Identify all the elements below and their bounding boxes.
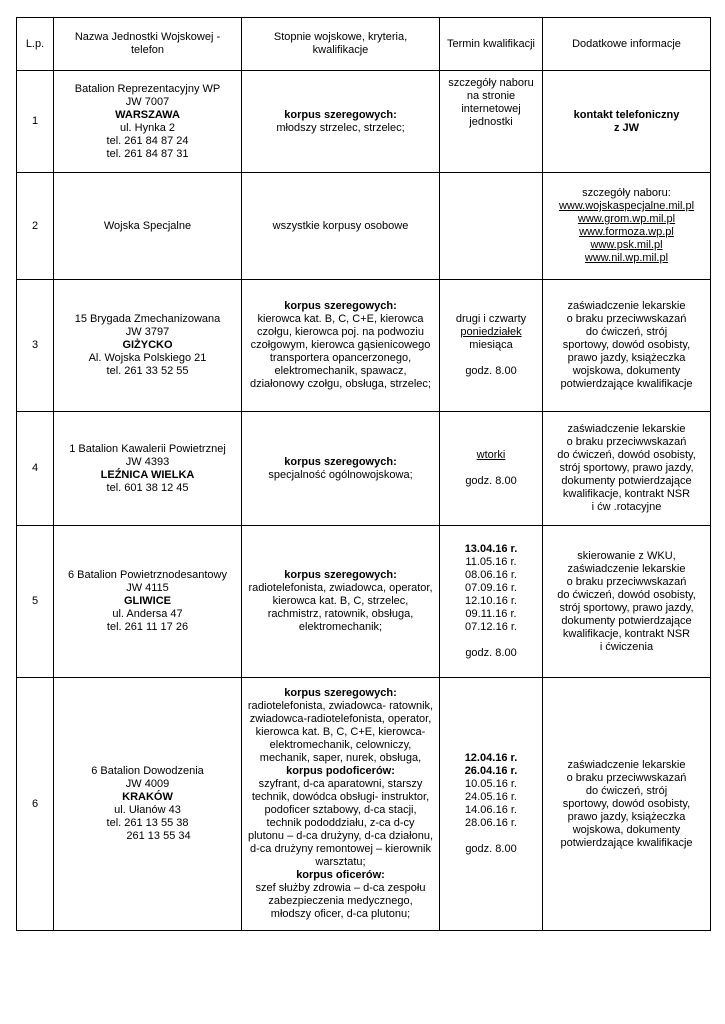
header-unit-line: telefon (130, 44, 165, 56)
header-unit-line: Nazwa Jednostki Wojskowej - (74, 31, 221, 43)
unit-cell (54, 678, 242, 931)
header-degrees-line: Stopnie wojskowe, kryteria, (273, 31, 408, 43)
degrees-text: młodszy strzelec, strzelec; (276, 121, 405, 134)
corps-label: korpus oficerów: (296, 869, 385, 881)
website-link[interactable]: www.wojskaspecjalne.mil.pl (558, 200, 695, 212)
unit-address: Al. Wojska Polskiego 21 (88, 352, 207, 364)
info-cell (543, 678, 711, 931)
term-cell (440, 412, 543, 526)
degrees-line: kierowca kat. B, C, C+E, kierowca (257, 313, 424, 325)
degrees-line: podoficer sztabowy, d-ca stacji, (264, 804, 417, 816)
header-term: Termin kwalifikacji (440, 18, 543, 71)
degrees-cell (242, 526, 440, 678)
info-line: zaświadczenie lekarskie (567, 300, 686, 312)
term-line: jednostki (469, 116, 513, 128)
term-cell (440, 526, 543, 678)
corps-label: korpus szeregowych: (284, 108, 397, 121)
unit-name: 1 Batalion Kawalerii Powietrznej (69, 442, 226, 455)
info-line: do ćwiczeń, strój (585, 326, 668, 338)
unit-phone: tel. 261 33 52 55 (106, 365, 189, 377)
info-line: wojskowa, dokumenty (572, 365, 681, 377)
info-line: dokumenty potwierdzające (561, 614, 692, 627)
table-row (17, 71, 711, 173)
table-row (17, 526, 711, 678)
degrees-cell (242, 71, 440, 173)
row-number: 6 (17, 678, 54, 931)
info-line: zaświadczenie lekarskie (567, 758, 686, 771)
term-cell (440, 173, 543, 280)
degrees-line: kierowca kat. B, C, C+E, kierowca- (255, 726, 426, 738)
unit-cell (54, 71, 242, 173)
row-number: 4 (17, 412, 54, 526)
website-link[interactable]: www.formoza.wp.pl (579, 226, 674, 238)
info-line: skierowanie z WKU, (577, 549, 676, 562)
corps-label: korpus szeregowych: (284, 687, 397, 699)
info-line: do ćwiczeń, strój (585, 784, 668, 797)
degrees-line: zabezpieczenia medycznego, (268, 895, 413, 907)
term-date: 12.10.16 r. (465, 595, 517, 607)
term-date-bold: 13.04.16 r. (464, 543, 518, 555)
row-number: 1 (17, 71, 54, 173)
degrees-line: radiotelefonista, zwiadowca, operator, (248, 582, 433, 594)
term-date: 14.06.16 r. (465, 804, 517, 816)
degrees-line: rachmistrz, ratownik, obsługa, (267, 608, 414, 620)
info-line: o braku przeciwwskazań (566, 575, 687, 588)
unit-phone: tel. 601 38 12 45 (106, 481, 189, 494)
info-line: sportowy, dowód osobisty, (562, 339, 691, 351)
corps-label: korpus szeregowych: (284, 300, 397, 312)
info-cell (543, 280, 711, 412)
info-line: kwalifikacje, kontrakt NSR (562, 488, 691, 500)
degrees-line: młodszy oficer, d-ca plutonu; (270, 908, 411, 920)
degrees-line: działonowy czołgu, obsługa, strzelec; (250, 378, 431, 390)
degrees-line: warsztatu; (315, 856, 366, 868)
info-line: z JW (613, 121, 640, 134)
degrees-line: d-ca drużyny remontowej – kierownik (250, 843, 431, 855)
term-date-bold: 12.04.16 r. (464, 752, 518, 764)
unit-name: 6 Batalion Powietrznodesantowy (68, 569, 227, 581)
info-line: potwierdzające kwalifikacje (560, 378, 693, 390)
website-link[interactable]: www.nil.wp.mil.pl (584, 252, 669, 264)
header-degrees (242, 18, 440, 71)
header-row (17, 18, 711, 71)
info-line: o braku przeciwwskazań (566, 313, 687, 325)
info-line: o braku przeciwwskazań (566, 436, 687, 448)
term-date: 11.05.16 r. (465, 556, 517, 568)
corps-label: wszystkie korpusy osobowe (272, 219, 409, 232)
degrees-line: technik pododdziału, z-ca d-cy (266, 817, 415, 829)
degrees-line: czołgu, kierowca poj. na podwoziu (257, 326, 424, 338)
unit-address: ul. Hynka 2 (119, 121, 176, 134)
info-line: i ćw .rotacyjne (591, 501, 662, 513)
unit-city: KRAKÓW (122, 791, 173, 803)
term-line: drugi i czwarty (455, 313, 527, 325)
degrees-cell (242, 173, 440, 280)
term-cell (440, 280, 543, 412)
row-number: 2 (17, 173, 54, 280)
unit-city: WARSZAWA (115, 108, 180, 121)
info-line: zaświadczenie lekarskie (567, 423, 686, 435)
info-line: kontakt telefoniczny (573, 108, 680, 121)
info-line: potwierdzające kwalifikacje (560, 836, 693, 849)
info-line: prawo jazdy, książeczka (567, 810, 686, 823)
corps-label: korpus podoficerów: (286, 765, 395, 777)
website-link[interactable]: www.psk.mil.pl (590, 239, 663, 251)
degrees-line: elektromechanik; (298, 621, 383, 633)
unit-phone: 261 13 55 34 (126, 830, 191, 842)
unit-jw: JW 4393 (125, 455, 170, 468)
info-cell (543, 412, 711, 526)
unit-jw: JW 4009 (125, 778, 170, 790)
info-line: zaświadczenie lekarskie (567, 562, 686, 575)
term-time: godz. 8.00 (465, 647, 517, 659)
degrees-line: radiotelefonista, zwiadowca- ratownik, (247, 700, 434, 712)
term-line: miesiąca (469, 339, 513, 351)
info-line: o braku przeciwwskazań (566, 771, 687, 784)
unit-city: GIŻYCKO (122, 339, 173, 351)
header-info: Dodatkowe informacje (543, 18, 711, 71)
degrees-line: zwiadowca-radiotelefonista, operator, (249, 713, 432, 725)
term-day: wtorki (476, 449, 506, 461)
term-date: 07.09.16 r. (465, 582, 517, 594)
term-line: szczegóły naboru (448, 77, 534, 89)
table-row (17, 173, 711, 280)
term-line: internetowej (461, 103, 521, 115)
unit-cell (54, 526, 242, 678)
degrees-line: plutonu – d-ca drużyny, d-ca działonu, (247, 830, 434, 842)
corps-label: korpus szeregowych: (284, 569, 397, 581)
info-line: wojskowa, dokumenty (572, 823, 681, 836)
term-cell (440, 71, 543, 173)
info-line: prawo jazdy, książeczka (567, 352, 686, 364)
degrees-line: technik, dowódca obsługi- instruktor, (251, 791, 430, 803)
unit-address: ul. Ułanów 43 (114, 804, 181, 816)
unit-name: Wojska Specjalne (103, 219, 192, 232)
term-date: 09.11.16 r. (465, 608, 517, 620)
term-date: 24.05.16 r. (465, 791, 517, 803)
info-line: kwalifikacje, kontrakt NSR (562, 627, 691, 640)
row-number: 5 (17, 526, 54, 678)
degrees-cell (242, 280, 440, 412)
unit-city: LEŹNICA WIELKA (100, 468, 195, 481)
term-date: 07.12.16 r. (465, 621, 517, 633)
header-degrees-line: kwalifikacje (312, 44, 369, 56)
unit-cell (54, 280, 242, 412)
unit-name: 6 Batalion Dowodzenia (91, 765, 204, 777)
info-line: i ćwiczenia (599, 640, 654, 653)
info-line: sportowy, dowód osobisty, (562, 797, 691, 810)
unit-phone: tel. 261 11 17 26 (106, 621, 189, 633)
info-title: szczegóły naboru: (582, 187, 671, 199)
unit-phone: tel. 261 13 55 38 (106, 817, 189, 829)
info-cell (543, 526, 711, 678)
table-row (17, 280, 711, 412)
info-cell (543, 173, 711, 280)
term-line: na stronie (466, 90, 516, 102)
term-day: poniedziałek (460, 326, 522, 338)
degrees-cell (242, 412, 440, 526)
info-cell (543, 71, 711, 173)
degrees-line: kierowca kat. B, C, strzelec, (272, 595, 409, 607)
degrees-line: elektromechanik, spawacz, (274, 365, 407, 377)
header-lp: L.p. (17, 18, 54, 71)
unit-name: 15 Brygada Zmechanizowana (74, 313, 221, 325)
header-unit (54, 18, 242, 71)
degrees-line: transportera opancerzonego, (269, 352, 412, 364)
unit-phone: tel. 261 84 87 24 (106, 134, 189, 147)
term-date: 28.06.16 r. (465, 817, 517, 829)
degrees-line: szef służby zdrowia – d-ca zespołu (255, 882, 426, 894)
unit-jw: JW 4115 (126, 582, 169, 594)
corps-label: korpus szeregowych: (284, 455, 397, 468)
degrees-line: mechanik, saper, nurek, obsługa, (259, 752, 422, 764)
table-row (17, 412, 711, 526)
info-line: strój sportowy, prawo jazdy, (559, 601, 694, 614)
degrees-text: specjalność ogólnowojskowa; (268, 468, 413, 481)
unit-phone: tel. 261 84 87 31 (106, 147, 189, 160)
unit-address: ul. Andersa 47 (112, 608, 183, 620)
unit-cell (54, 412, 242, 526)
term-time: godz. 8.00 (465, 365, 517, 377)
term-date-bold: 26.04.16 r. (464, 765, 518, 777)
info-line: do ćwiczeń, dowód osobisty, (557, 588, 696, 601)
degrees-line: szyfrant, d-ca aparatowni, starszy (258, 778, 423, 790)
term-cell (440, 678, 543, 931)
info-line: do ćwiczeń, dowód osobisty, (557, 449, 696, 461)
unit-cell (54, 173, 242, 280)
table-row (17, 678, 711, 931)
degrees-cell (242, 678, 440, 931)
recruitment-table (16, 17, 711, 931)
term-time: godz. 8.00 (465, 475, 517, 487)
term-date: 10.05.16 r. (465, 778, 517, 790)
unit-city: GLIWICE (123, 595, 172, 607)
website-link[interactable]: www.grom.wp.mil.pl (577, 213, 676, 225)
term-date: 08.06.16 r. (465, 569, 517, 581)
unit-jw: JW 3797 (125, 326, 170, 338)
degrees-line: elektromechanik, celowniczy, (269, 739, 412, 751)
info-line: strój sportowy, prawo jazdy, (559, 462, 694, 474)
degrees-line: czołgowym, kierowca gąsienicowego (250, 339, 431, 351)
unit-name: Batalion Reprezentacyjny WP (74, 82, 221, 95)
unit-jw: JW 7007 (125, 95, 170, 108)
term-time: godz. 8.00 (465, 843, 517, 855)
info-line: dokumenty potwierdzające (561, 475, 692, 487)
row-number: 3 (17, 280, 54, 412)
